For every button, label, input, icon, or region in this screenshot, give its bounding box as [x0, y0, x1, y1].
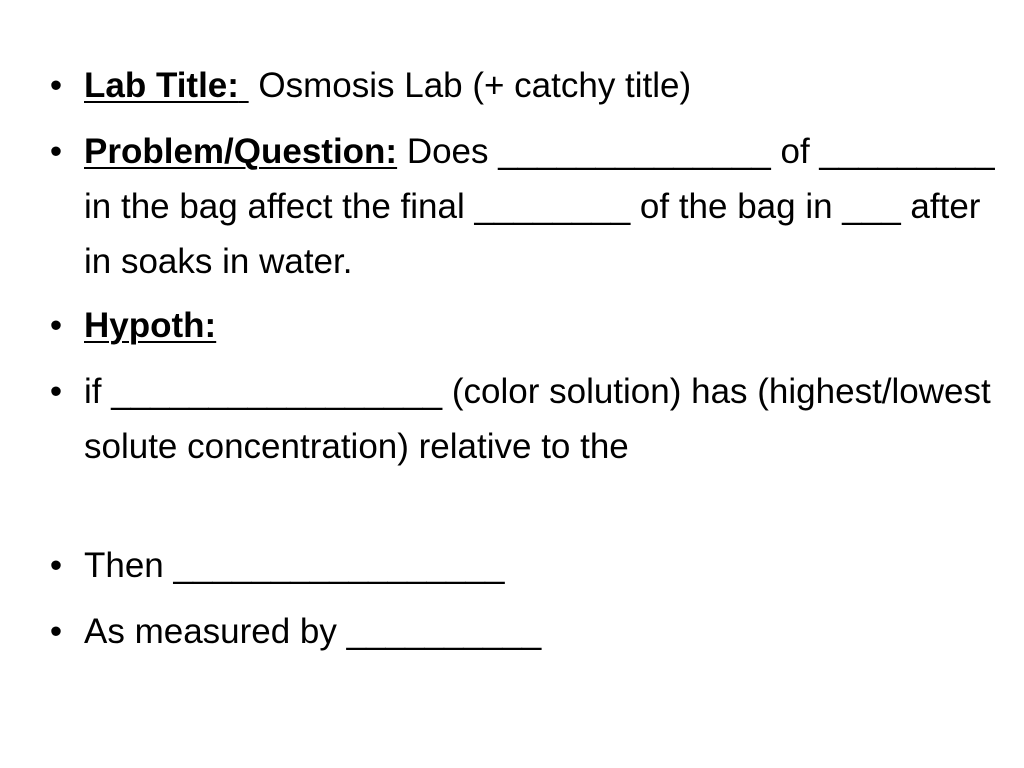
problem-question-item — [49, 124, 1014, 289]
lab-title-text: Osmosis Lab (+ catchy title) — [248, 66, 692, 105]
hypothesis-label: Hypoth: — [84, 306, 217, 345]
then-statement-text: Then _________________ — [84, 546, 505, 585]
lab-title-label-space — [239, 66, 249, 105]
problem-question-text: Does ______________ of _________ in the bag affect the final ________ of the bag in ___ after in soaks in water. — [84, 132, 995, 281]
hypothesis-item — [49, 298, 1014, 353]
bullet-icon: • — [49, 612, 63, 651]
then-statement-item — [49, 538, 1014, 593]
measured-by-text: As measured by __________ — [84, 612, 542, 651]
bullet-icon: • — [49, 546, 63, 585]
bullet-icon: • — [49, 372, 63, 411]
problem-question-label: Problem/Question: — [84, 132, 398, 171]
measured-by-item — [49, 604, 1014, 659]
bullet-icon: • — [49, 306, 63, 345]
lab-title-item — [49, 58, 1014, 113]
lab-title-label: Lab Title: — [84, 66, 239, 105]
if-statement-item — [49, 364, 1014, 474]
bullet-icon: • — [49, 66, 63, 105]
bullet-icon: • — [49, 132, 63, 171]
if-statement-text: if _________________ (color solution) has (highest/lowest solute concentration) relative to the — [84, 372, 991, 466]
